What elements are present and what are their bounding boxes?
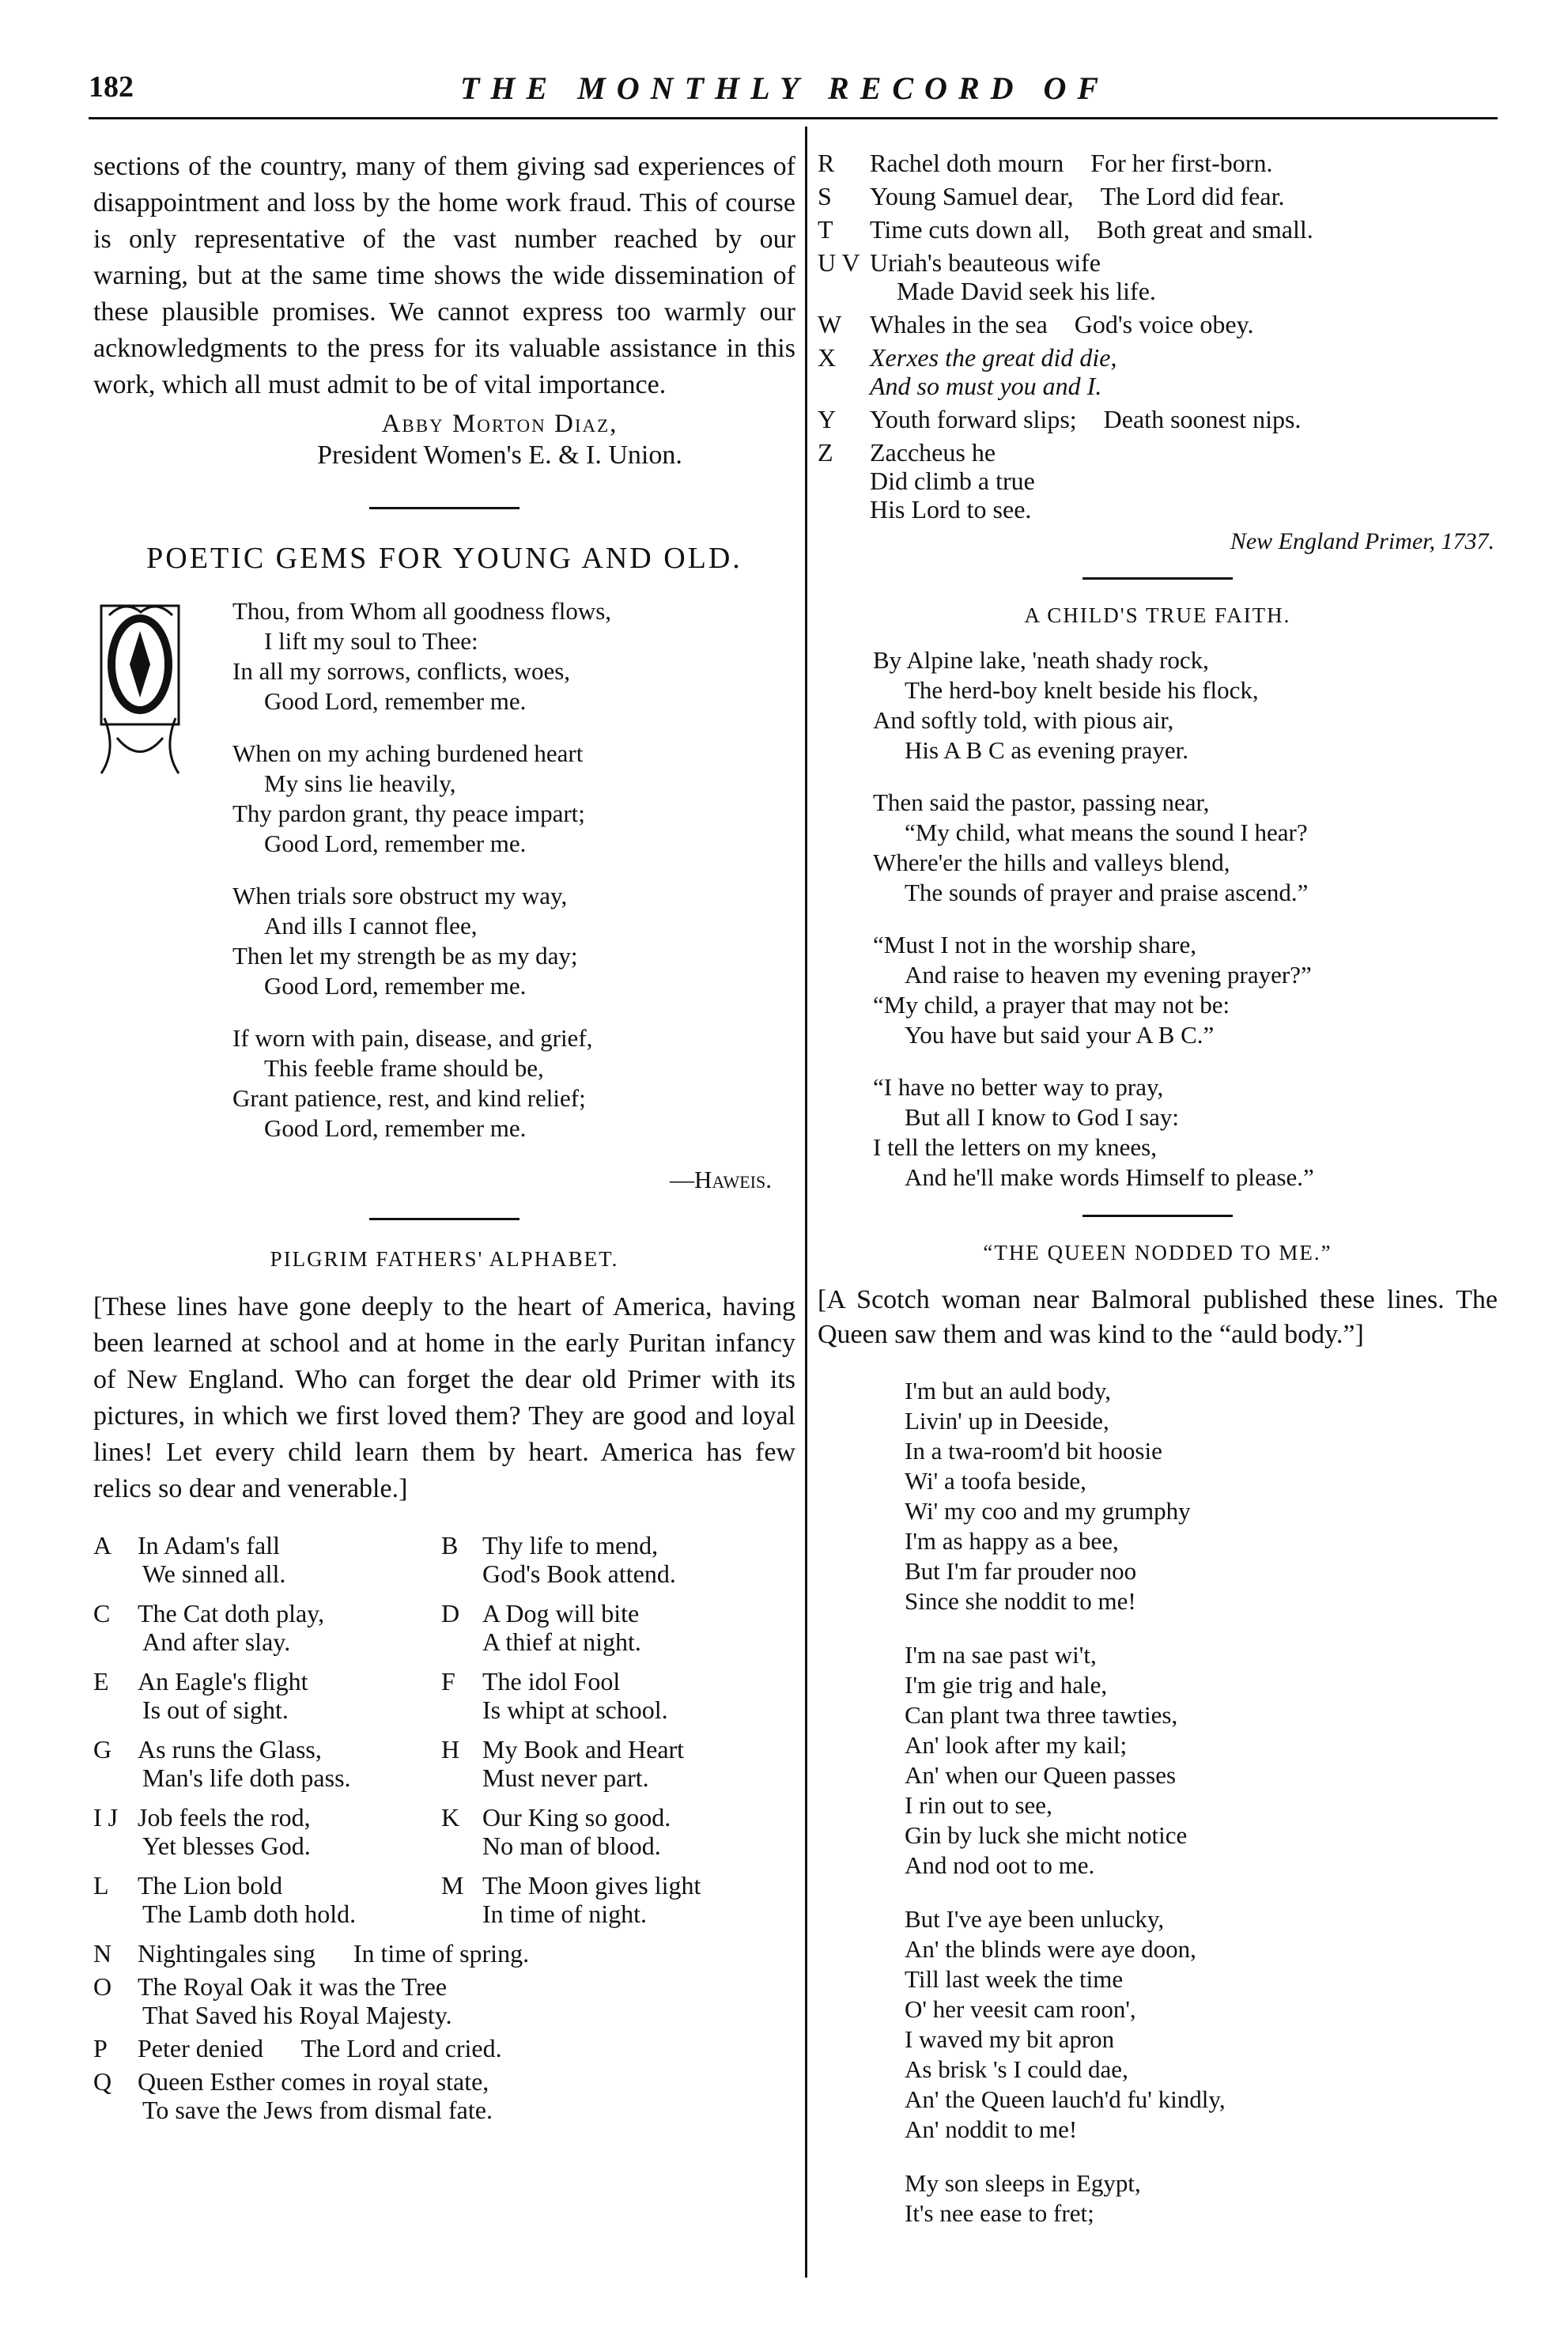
- couplet-part: Young Samuel dear,: [870, 182, 1074, 210]
- stanza: [232, 881, 795, 1001]
- couplet-line: The Moon gives light: [482, 1871, 701, 1900]
- couplet-part: Both great and small.: [1097, 215, 1313, 244]
- couplet-line: Queen Esther comes in royal state,: [138, 2067, 489, 2096]
- couplet-line: [870, 182, 1284, 210]
- couplet-line: We sinned all.: [142, 1559, 286, 1588]
- alphabet-couplet: [138, 1735, 351, 1792]
- verse-line: Good Lord, remember me.: [264, 830, 527, 857]
- alphabet-couplet: [482, 1735, 684, 1792]
- verse-line: If worn with pain, disease, and grief,: [232, 1024, 593, 1052]
- couplet-line: [870, 248, 1156, 277]
- couplet-line: My Book and Heart: [482, 1735, 685, 1764]
- stanza: [232, 1023, 795, 1144]
- verse-line: An' the Queen lauch'd fu' kindly,: [905, 2085, 1226, 2113]
- alphabet-couplet: [870, 182, 1284, 210]
- alphabet-entry: [441, 1871, 701, 1928]
- alphabet-entry: [441, 1803, 671, 1860]
- pilgrim-alphabet-heading: PILGRIM FATHERS' ALPHABET.: [270, 1247, 619, 1271]
- verse-line: Good Lord, remember me.: [264, 687, 527, 715]
- couplet-part: Xerxes the great did die,: [870, 343, 1117, 372]
- stanza: [232, 739, 795, 859]
- alphabet-row: [93, 1972, 795, 2029]
- alphabet-letter: R: [818, 149, 835, 177]
- alphabet-letter: G: [93, 1735, 112, 1764]
- alphabet-letter: Z: [818, 438, 833, 467]
- column-divider: [805, 127, 807, 2278]
- alphabet-row: [93, 1871, 795, 1928]
- verse-line: And nod oot to me.: [905, 1851, 1095, 1879]
- couplet-line: A Dog will bite: [482, 1599, 640, 1628]
- verse-line: Then said the pastor, passing near,: [873, 788, 1210, 816]
- alphabet-couplet: [870, 343, 1117, 400]
- alphabet-row: [818, 343, 1498, 400]
- stanza: [905, 1640, 1498, 1881]
- verse-line: Good Lord, remember me.: [264, 1114, 527, 1142]
- signature-title: President Women's E. & I. Union.: [317, 440, 682, 470]
- stanza: [905, 1376, 1498, 1616]
- alphabet-letter: E: [93, 1667, 109, 1696]
- verse-line: Then let my strength be as my day;: [232, 942, 578, 970]
- alphabet-letter: I J: [93, 1803, 119, 1832]
- poetic-gems-heading: POETIC GEMS FOR YOUNG AND OLD.: [146, 542, 742, 575]
- verse-line: Wi' my coo and my grumphy: [905, 1497, 1191, 1525]
- alphabet-entry: [441, 1599, 641, 1656]
- alphabet-couplet: [138, 1531, 285, 1588]
- verse-line: An' the blinds were aye doon,: [905, 1935, 1196, 1963]
- header-rule: [89, 117, 1498, 119]
- verse-line: Gin by luck she micht notice: [905, 1821, 1188, 1849]
- verse-line: An' look after my kail;: [905, 1731, 1128, 1759]
- alphabet-row: [818, 405, 1498, 433]
- couplet-line: Peter denied The Lord and cried.: [138, 2034, 502, 2062]
- alphabet-letter: K: [441, 1803, 460, 1832]
- alphabet-letter: D: [441, 1599, 460, 1628]
- couplet-part: Rachel doth mourn: [870, 149, 1064, 177]
- verse-line: “I have no better way to pray,: [873, 1073, 1164, 1101]
- alphabet-letter: O: [93, 1972, 112, 2001]
- couplet-line: Must never part.: [482, 1764, 649, 1792]
- alphabet-letter: H: [441, 1735, 460, 1764]
- alphabet-letter: Y: [818, 405, 837, 433]
- alphabet-entry: [93, 1667, 441, 1724]
- alphabet-couplet: [138, 1803, 311, 1860]
- alphabet-row: [93, 2067, 795, 2124]
- alphabet-couplet: [482, 1599, 641, 1656]
- section-divider: [1082, 1215, 1233, 1217]
- alphabet-row: [818, 149, 1498, 177]
- alphabet-couplet: [138, 1667, 308, 1724]
- verse-line: I'm as happy as a bee,: [905, 1527, 1119, 1555]
- couplet-line: In time of night.: [482, 1900, 647, 1928]
- right-column: [818, 149, 1498, 2252]
- primer-attribution: New England Primer, 1737.: [1230, 528, 1494, 554]
- verse-line: And he'll make words Himself to please.”: [905, 1163, 1314, 1191]
- couplet-line: [870, 405, 1301, 433]
- queen-intro: [A Scotch woman near Balmoral published these lines. The Queen saw them and was kind to the “auld body.”]: [818, 1285, 1498, 1349]
- queen-nodded-poem: [818, 1376, 1498, 2229]
- verse-line: Grant patience, rest, and kind relief;: [232, 1084, 586, 1112]
- section-divider: [369, 507, 520, 509]
- running-title: THE MONTHLY RECORD OF: [460, 70, 1110, 106]
- alphabet-row: [818, 182, 1498, 210]
- alphabet-couplet: [870, 405, 1301, 433]
- alphabet-row: [93, 1531, 795, 1588]
- verse-line: Thou, from Whom all goodness flows,: [232, 597, 612, 625]
- couplet-line: Thy life to mend,: [482, 1531, 659, 1559]
- verse-line: But I've aye been unlucky,: [905, 1905, 1165, 1933]
- verse-line: When trials sore obstruct my way,: [232, 882, 568, 909]
- couplet-line: In Adam's fall: [138, 1531, 280, 1559]
- signature-name: Abby Morton Diaz,: [381, 410, 618, 438]
- verse-line: This feeble frame should be,: [264, 1054, 544, 1082]
- couplet-line: Man's life doth pass.: [142, 1764, 351, 1792]
- alphabet-row: [818, 248, 1498, 305]
- pilgrim-alphabet-list: [93, 1531, 795, 2124]
- alphabet-entry: [93, 1803, 441, 1860]
- couplet-line: The idol Fool: [482, 1667, 621, 1696]
- couplet-line: [870, 343, 1117, 372]
- alphabet-entry: [93, 1531, 441, 1588]
- verse-line: An' noddit to me!: [905, 2115, 1078, 2143]
- couplet-part: Death soonest nips.: [1103, 405, 1302, 433]
- verse-line: You have but said your A B C.”: [905, 1021, 1215, 1049]
- alphabet-entry: [93, 1735, 441, 1792]
- child-faith-poem: [818, 645, 1498, 1193]
- stanza: [873, 1072, 1498, 1193]
- alphabet-couplet: [482, 1803, 671, 1860]
- couplet-part: For her first-born.: [1090, 149, 1273, 177]
- alphabet-continued: [818, 149, 1498, 524]
- alphabet-letter: M: [441, 1871, 464, 1900]
- stanza: [905, 1904, 1498, 2145]
- verse-line: I'm but an auld body,: [905, 1377, 1112, 1404]
- couplet-line: Did climb a true: [870, 467, 1035, 495]
- alphabet-couplet: [482, 1531, 676, 1588]
- couplet-part: Uriah's beauteous wife: [870, 248, 1101, 277]
- alphabet-entry: [441, 1667, 668, 1724]
- alphabet-couplet: [870, 248, 1156, 305]
- verse-line: And raise to heaven my evening prayer?”: [905, 961, 1312, 989]
- alphabet-couplet: [138, 1972, 452, 2029]
- verse-line: “My child, what means the sound I hear?: [905, 818, 1308, 846]
- verse-line: “Must I not in the worship share,: [873, 931, 1196, 958]
- verse-line: Where'er the hills and valleys blend,: [873, 849, 1230, 876]
- couplet-line: Nightingales sing In time of spring.: [138, 1939, 530, 1968]
- couplet-line: As runs the Glass,: [138, 1735, 322, 1764]
- page-number: 182: [89, 70, 134, 104]
- ornamental-drop-cap-icon: [93, 599, 187, 781]
- verse-line: The herd-boy knelt beside his flock,: [905, 676, 1259, 704]
- verse-line: In all my sorrows, conflicts, woes,: [232, 657, 571, 685]
- couplet-line: The Lamb doth hold.: [142, 1900, 357, 1928]
- verse-line: Can plant twa three tawties,: [905, 1701, 1178, 1729]
- couplet-line: The Lion bold: [138, 1871, 283, 1900]
- alphabet-couplet: [482, 1871, 701, 1928]
- couplet-line: Our King so good.: [482, 1803, 671, 1832]
- alphabet-couplet: [870, 310, 1254, 338]
- couplet-line: That Saved his Royal Majesty.: [142, 2001, 452, 2029]
- stanza: [905, 2168, 1498, 2229]
- couplet-line: [870, 149, 1272, 177]
- couplet-part: Time cuts down all,: [870, 215, 1071, 244]
- alphabet-row: [93, 1667, 795, 1724]
- alphabet-couplet: [870, 215, 1313, 244]
- alphabet-couplet: [138, 1939, 529, 1968]
- alphabet-couplet: [138, 1871, 356, 1928]
- verse-line: Since she noddit to me!: [905, 1587, 1136, 1615]
- couplet-line: His Lord to see.: [870, 495, 1032, 524]
- verse-line: Wi' a toofa beside,: [905, 1467, 1086, 1495]
- verse-line: But all I know to God I say:: [905, 1103, 1179, 1131]
- alphabet-letter: Q: [93, 2067, 112, 2096]
- alphabet-letter: B: [441, 1531, 459, 1559]
- verse-line: Good Lord, remember me.: [264, 972, 527, 1000]
- alphabet-entry: [441, 1531, 676, 1588]
- verse-line: I waved my bit apron: [905, 2025, 1115, 2053]
- couplet-line: Job feels the rod,: [138, 1803, 311, 1832]
- poem-haweis: [93, 596, 795, 1194]
- verse-line: Livin' up in Deeside,: [905, 1407, 1109, 1435]
- stanza: [873, 788, 1498, 908]
- alphabet-couplet: [138, 2067, 493, 2124]
- couplet-part: Whales in the sea: [870, 310, 1048, 338]
- section-divider: [369, 1218, 520, 1220]
- couplet-line: Yet blesses God.: [142, 1832, 311, 1860]
- verse-line: I'm na sae past wi't,: [905, 1641, 1097, 1669]
- queen-nodded-heading: “THE QUEEN NODDED TO ME.”: [983, 1241, 1332, 1265]
- couplet-line: Is whipt at school.: [482, 1696, 668, 1724]
- alphabet-letter: X: [818, 343, 837, 372]
- verse-line: His A B C as evening prayer.: [905, 736, 1189, 764]
- child-faith-heading: A CHILD'S TRUE FAITH.: [1024, 603, 1291, 627]
- alphabet-entry: [441, 1735, 684, 1792]
- alphabet-row: [93, 1803, 795, 1860]
- alphabet-couplet: [870, 438, 1035, 524]
- left-column: [93, 149, 795, 2129]
- verse-line: I rin out to see,: [905, 1791, 1052, 1819]
- stanza: [873, 645, 1498, 766]
- alphabet-row: [93, 1735, 795, 1792]
- verse-line: And ills I cannot flee,: [264, 912, 478, 939]
- pilgrim-intro: [These lines have gone deeply to the heart of America, having been learned at school and at home in the early Puritan infancy of New England. Who can forget the dear old Primer with its pictures, in which we first loved them? They are good and loyal lines! Let every child learn them by heart. America has few relics so dear and venerable.]: [93, 1292, 795, 1503]
- verse-line: O' her veesit cam roon',: [905, 1995, 1136, 2023]
- alphabet-letter: L: [93, 1871, 109, 1900]
- alphabet-row: [818, 310, 1498, 338]
- verse-line: It's nee ease to fret;: [905, 2199, 1094, 2227]
- verse-line: In a twa-room'd bit hoosie: [905, 1437, 1162, 1465]
- verse-line: When on my aching burdened heart: [232, 739, 584, 767]
- alphabet-row: [93, 2034, 795, 2062]
- couplet-line: [870, 438, 1035, 467]
- couplet-line: And after slay.: [142, 1628, 291, 1656]
- verse-line: By Alpine lake, 'neath shady rock,: [873, 646, 1209, 674]
- verse-line: But I'm far prouder noo: [905, 1557, 1137, 1585]
- verse-line: My sins lie heavily,: [264, 769, 456, 797]
- verse-line: As brisk 's I could dae,: [905, 2055, 1128, 2083]
- stanza: [232, 596, 795, 716]
- intro-paragraph: sections of the country, many of them giving sad experiences of disappointment and loss by the home work fraud. This of course is only representative of the vast number reached by our warning, but at the same time shows the wide dissemination of these plausible promises. We cannot express too warmly our acknowledgments to the press for its valuable assistance in this work, which all must admit to be of vital importance.: [93, 152, 795, 399]
- verse-line: The sounds of prayer and praise ascend.”: [905, 879, 1309, 906]
- verse-line: Till last week the time: [905, 1965, 1124, 1993]
- couplet-line: And so must you and I.: [870, 372, 1102, 400]
- alphabet-couplet: [870, 149, 1272, 177]
- poem-attribution: —Haweis.: [669, 1166, 772, 1193]
- verse-line: “My child, a prayer that may not be:: [873, 991, 1230, 1019]
- verse-line: I tell the letters on my knees,: [873, 1133, 1157, 1161]
- section-divider: [1082, 577, 1233, 580]
- couplet-line: God's Book attend.: [482, 1559, 676, 1588]
- alphabet-row: [93, 1599, 795, 1656]
- couplet-line: No man of blood.: [482, 1832, 661, 1860]
- alphabet-couplet: [482, 1667, 668, 1724]
- verse-line: My son sleeps in Egypt,: [905, 2169, 1141, 2197]
- alphabet-letter: U V: [818, 248, 860, 277]
- couplet-part: Youth forward slips;: [870, 405, 1077, 433]
- alphabet-entry: [93, 1871, 441, 1928]
- verse-line: I'm gie trig and hale,: [905, 1671, 1108, 1699]
- alphabet-letter: C: [93, 1599, 111, 1628]
- alphabet-row: [818, 215, 1498, 244]
- couplet-part: Zaccheus he: [870, 438, 996, 467]
- alphabet-letter: W: [818, 310, 842, 338]
- couplet-part: The Lord did fear.: [1100, 182, 1285, 210]
- alphabet-letter: T: [818, 215, 833, 244]
- alphabet-letter: F: [441, 1667, 455, 1696]
- couplet-line: The Royal Oak it was the Tree: [138, 1972, 448, 2001]
- alphabet-couplet: [138, 1599, 324, 1656]
- couplet-line: [870, 310, 1254, 338]
- verse-line: An' when our Queen passes: [905, 1761, 1177, 1789]
- alphabet-entry: [93, 1599, 441, 1656]
- alphabet-letter: N: [93, 1939, 112, 1968]
- alphabet-letter: P: [93, 2034, 108, 2062]
- couplet-line: A thief at night.: [482, 1628, 641, 1656]
- couplet-line: Made David seek his life.: [897, 277, 1156, 305]
- alphabet-letter: S: [818, 182, 832, 210]
- stanza: [873, 930, 1498, 1050]
- poem-stanzas: [93, 596, 795, 1144]
- verse-line: Thy pardon grant, thy peace impart;: [232, 800, 585, 827]
- couplet-line: To save the Jews from dismal fate.: [142, 2096, 493, 2124]
- alphabet-row: [818, 438, 1498, 524]
- alphabet-row: [93, 1939, 795, 1968]
- couplet-line: The Cat doth play,: [138, 1599, 325, 1628]
- couplet-line: Is out of sight.: [142, 1696, 289, 1724]
- verse-line: I lift my soul to Thee:: [264, 627, 478, 655]
- verse-line: And softly told, with pious air,: [873, 706, 1174, 734]
- couplet-line: An Eagle's flight: [138, 1667, 308, 1696]
- alphabet-letter: A: [93, 1531, 112, 1559]
- alphabet-couplet: [138, 2034, 502, 2062]
- couplet-part: God's voice obey.: [1074, 310, 1254, 338]
- couplet-line: [870, 215, 1313, 244]
